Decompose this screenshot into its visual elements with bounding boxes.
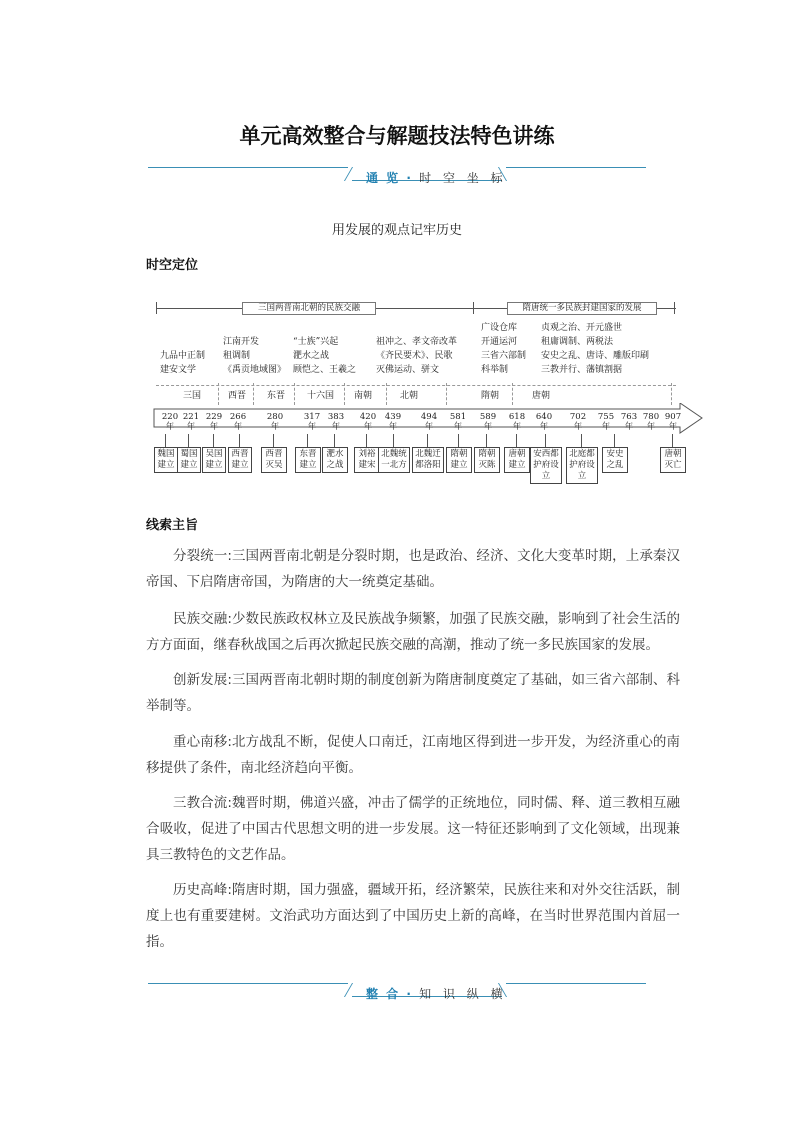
year-label: 266 年 xyxy=(229,412,247,432)
paragraph xyxy=(146,877,680,955)
banner-sub: 时 空 坐 标 xyxy=(419,171,507,185)
paragraph-text: 三国两晋南北朝时期的制度创新为隋唐制度奠定了基础，如三省六部制、科举制等。 xyxy=(146,672,680,714)
event-box: 淝水 之战 xyxy=(322,447,348,473)
banner-sep: · xyxy=(406,987,413,1001)
paragraph-text: 隋唐时期，国力强盛，疆域开拓，经济繁荣，民族往来和对外交往活跃，制度上也有重要建树。文治武功方面达到了中国历史上新的高峰，在当时世界范围内首屈一指。 xyxy=(146,882,680,950)
event-box: 东晋 建立 xyxy=(295,447,321,473)
event-connector xyxy=(334,434,335,447)
paragraph-text: 少数民族政权林立及民族战争频繁，加强了民族交融，影响到了社会生活的方方面面，继春秋战国之后再次掀起民族交融的高潮，推动了统一多民族国家的发展。 xyxy=(146,611,680,653)
event-connector xyxy=(188,434,189,447)
year-label: 439 年 xyxy=(384,412,402,432)
section-heading: 时空定位 xyxy=(146,258,199,273)
paragraph-label: 重心南移: xyxy=(173,734,232,750)
paragraph xyxy=(146,790,680,868)
event-box: 蜀国 建立 xyxy=(177,447,201,473)
event-box: 唐朝 建立 xyxy=(504,447,530,473)
paragraph xyxy=(146,667,680,719)
year-label: 907 年 xyxy=(664,412,682,432)
year-label: 383 年 xyxy=(327,412,345,432)
period-tick xyxy=(674,302,675,314)
period-label-left: 三国两晋南北朝的民族交融 xyxy=(242,302,376,315)
dynasty-divider xyxy=(386,383,388,405)
paragraph-label: 民族交融: xyxy=(173,611,232,627)
event-box: 北庭都 护府设 立 xyxy=(566,447,598,484)
paragraph-label: 历史高峰: xyxy=(173,882,232,898)
event-connector xyxy=(516,434,517,447)
dynasty-label: 西晋 xyxy=(228,391,247,401)
event-box: 隋朝 建立 xyxy=(446,447,472,473)
event-connector xyxy=(458,434,459,447)
year-label: 221 年 xyxy=(182,412,200,432)
section-banner xyxy=(366,985,507,1002)
page-title: 单元高效整合与解题技法特色讲练 xyxy=(239,123,555,148)
event-box: 吴国 建立 xyxy=(202,447,226,473)
event-box: 安史 之乱 xyxy=(602,447,628,473)
event-box: 北魏统 一北方 xyxy=(378,447,410,473)
section-banner xyxy=(366,169,507,186)
event-connector xyxy=(545,434,546,447)
year-label: 763 年 xyxy=(620,412,638,432)
paragraph-text: 三国两晋南北朝是分裂时期，也是政治、经济、文化大变革时期，上承秦汉帝国、下启隋唐帝国，为隋唐的大一统奠定基础。 xyxy=(146,548,680,590)
timeline-diagram xyxy=(150,295,710,490)
event-connector xyxy=(307,434,308,447)
banner-slant xyxy=(344,983,353,997)
dynasty-label: 隋朝 xyxy=(481,391,500,401)
event-box: 北魏迁 都洛阳 xyxy=(412,447,444,473)
paragraph-label: 分裂统一: xyxy=(173,548,232,564)
event-connector xyxy=(239,434,240,447)
event-connector xyxy=(165,434,166,447)
dynasty-label: 唐朝 xyxy=(532,391,551,401)
dynasty-divider xyxy=(218,383,220,405)
dynasty-label: 十六国 xyxy=(307,391,335,401)
dynasty-divider xyxy=(344,383,346,405)
event-connector xyxy=(273,434,274,447)
paragraph-text: 魏晋时期，佛道兴盛，冲击了儒学的正统地位，同时儒、释、道三教相互融合吸收，促进了中国古代思想文明的进一步发展。这一特征还影响到了文化领域，出现兼具三教特色的文艺作品。 xyxy=(146,795,680,863)
event-box: 唐朝 灭亡 xyxy=(660,447,686,473)
year-label: 755 年 xyxy=(597,412,615,432)
timeline-note: 九品中正制 建安文学 xyxy=(160,351,206,375)
paragraph-text: 北方战乱不断，促使人口南迁，江南地区得到进一步开发，为经济重心的南移提供了条件，南北经济趋向平衡。 xyxy=(146,734,680,776)
paragraph xyxy=(146,543,680,595)
dynasty-label: 南朝 xyxy=(354,391,373,401)
paragraph xyxy=(146,729,680,781)
banner-top-line xyxy=(506,167,646,168)
timeline-note: 广设仓库 开通运河 三省六部制 科举制 xyxy=(481,323,527,375)
dynasty-divider xyxy=(446,383,448,405)
banner-sep: · xyxy=(406,171,413,185)
timeline-note: “士族”兴起 淝水之战 顾恺之、王羲之 xyxy=(293,337,357,375)
timeline-note: 祖冲之、孝文帝改革 《齐民要术》、民歌 灭佛运动、骈文 xyxy=(376,337,458,375)
event-box: 隋朝 灭陈 xyxy=(474,447,500,473)
event-box: 安西都 护府设 立 xyxy=(530,447,562,484)
event-connector xyxy=(672,434,673,447)
year-label: 640 年 xyxy=(535,412,553,432)
banner-top-line xyxy=(148,983,348,984)
event-connector xyxy=(486,434,487,447)
event-box: 西晋 灭吴 xyxy=(261,447,287,473)
period-tick xyxy=(156,302,157,314)
paragraph-label: 三教合流: xyxy=(173,795,232,811)
event-connector xyxy=(393,434,394,447)
event-box: 刘裕 建宋 xyxy=(354,447,380,473)
subtitle: 用发展的观点记牢历史 xyxy=(331,223,462,238)
timeline-note: 贞观之治、开元盛世 租庸调制、两税法 安史之乱、唐诗、雕版印刷 三教并行、藩镇割据 xyxy=(541,323,650,375)
year-label: 220 年 xyxy=(161,412,179,432)
banner-main: 整 合 xyxy=(366,987,401,1001)
event-connector xyxy=(427,434,428,447)
timeline-note: 江南开发 租调制 《禹贡地域图》 xyxy=(223,337,287,375)
dynasty-label: 北朝 xyxy=(400,391,419,401)
event-connector xyxy=(581,434,582,447)
banner-slant xyxy=(344,167,353,181)
banner-main: 通 览 xyxy=(366,171,401,185)
year-label: 618 年 xyxy=(508,412,526,432)
dynasty-dashed-line xyxy=(156,385,676,386)
year-label: 229 年 xyxy=(205,412,223,432)
year-label: 494 年 xyxy=(420,412,438,432)
event-connector xyxy=(614,434,615,447)
dynasty-label: 东晋 xyxy=(267,391,286,401)
paragraph xyxy=(146,606,680,658)
banner-sub: 知 识 纵 横 xyxy=(419,987,507,1001)
dynasty-divider xyxy=(671,383,673,405)
paragraph-label: 创新发展: xyxy=(173,672,232,688)
dynasty-label: 三国 xyxy=(183,391,202,401)
year-label: 420 年 xyxy=(359,412,377,432)
year-label: 589 年 xyxy=(479,412,497,432)
section-heading: 线索主旨 xyxy=(146,518,199,533)
event-box: 魏国 建立 xyxy=(154,447,178,473)
dynasty-divider xyxy=(294,383,296,405)
banner-top-line xyxy=(148,167,348,168)
event-connector xyxy=(213,434,214,447)
year-label: 581 年 xyxy=(449,412,467,432)
year-label: 280 年 xyxy=(266,412,284,432)
year-label: 317 年 xyxy=(303,412,321,432)
year-label: 702 年 xyxy=(569,412,587,432)
dynasty-divider xyxy=(512,383,514,405)
dynasty-divider xyxy=(253,383,255,405)
banner-top-line xyxy=(506,983,646,984)
period-tick xyxy=(473,302,474,314)
year-label: 780 年 xyxy=(642,412,660,432)
event-box: 西晋 建立 xyxy=(228,447,252,473)
event-connector xyxy=(366,434,367,447)
period-label-right: 隋唐统一多民族封建国家的发展 xyxy=(507,302,657,315)
